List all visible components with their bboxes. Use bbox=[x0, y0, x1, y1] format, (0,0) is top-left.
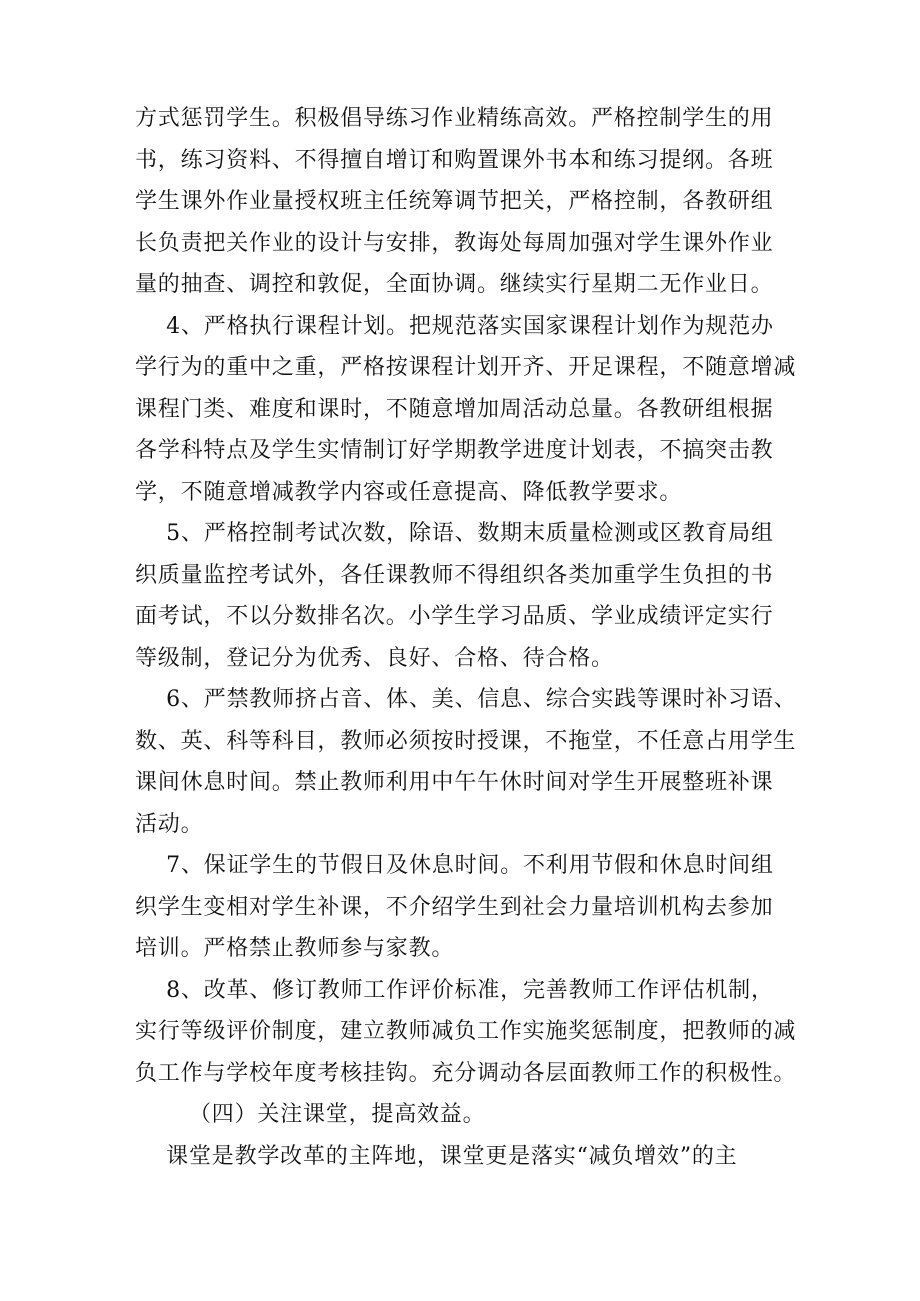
text-line: 培训。严格禁止教师参与家教。 bbox=[135, 936, 455, 961]
text-line: 量的抽查、调控和敦促，全面协调。继续实行星期二无作业日。 bbox=[135, 272, 774, 297]
document-body bbox=[135, 98, 805, 1177]
text-line: 实行等级评价制度，建立教师减负工作实施奖惩制度，把教师的减 bbox=[135, 1019, 797, 1044]
text-line: 面考试，不以分数排名次。小学生学习品质、学业成绩评定实行 bbox=[135, 604, 774, 629]
text-line: 课堂是教学改革的主阵地，课堂更是落实“减负增效”的主 bbox=[135, 1143, 738, 1169]
text-line: 织质量监控考试外，各任课教师不得组织各类加重学生负担的书 bbox=[135, 562, 774, 588]
text-line: 6、严禁教师挤占音、体、美、信息、综合实践等课时补习语、 bbox=[135, 687, 797, 712]
text-line: 5、严格控制考试次数，除语、数期末质量检测或区教育局组 bbox=[135, 521, 774, 546]
text-line: 课间休息时间。禁止教师利用中午午休时间对学生开展整班补课 bbox=[135, 770, 774, 795]
text-line: 4、严格执行课程计划。把规范落实国家课程计划作为规范办 bbox=[135, 313, 774, 339]
text-line: 方式惩罚学生。积极倡导练习作业精练高效。严格控制学生的用 bbox=[135, 106, 774, 131]
text-line: 学行为的重中之重，严格按课程计划开齐、开足课程，不随意增减 bbox=[135, 355, 797, 380]
text-line: 长负责把关作业的设计与安排，教诲处每周加强对学生课外作业 bbox=[135, 230, 774, 256]
text-line: 负工作与学校年度考核挂钩。充分调动各层面教师工作的积极性。 bbox=[135, 1060, 797, 1086]
text-line: 7、保证学生的节假日及休息时间。不利用节假和休息时间组 bbox=[135, 853, 774, 878]
text-line: 学生课外作业量授权班主任统筹调节把关，严格控制，各教研组 bbox=[135, 189, 774, 214]
text-line: 织学生变相对学生补课，不介绍学生到社会力量培训机构去参加 bbox=[135, 894, 774, 920]
text-line: 活动。 bbox=[135, 811, 204, 837]
text-line: 学，不随意增减教学内容或任意提高、降低教学要求。 bbox=[135, 479, 683, 505]
section-heading: （四）关注课堂，提高效益。 bbox=[189, 1102, 486, 1127]
text-line: 书，练习资料、不得擅自增订和购置课外书本和练习提纲。各班 bbox=[135, 147, 774, 173]
text-line: 各学科特点及学生实情制订好学期教学进度计划表，不搞突击教 bbox=[135, 438, 774, 463]
text-line: 数、英、科等科目，教师必须按时授课，不拖堂，不任意占用学生 bbox=[135, 728, 797, 754]
text-line: 课程门类、难度和课时，不随意增加周活动总量。各教研组根据 bbox=[135, 396, 774, 422]
text-line: 等级制，登记分为优秀、良好、合格、待合格。 bbox=[135, 645, 614, 671]
text-line: 8、改革、修订教师工作评价标准，完善教师工作评估机制， bbox=[135, 977, 774, 1003]
